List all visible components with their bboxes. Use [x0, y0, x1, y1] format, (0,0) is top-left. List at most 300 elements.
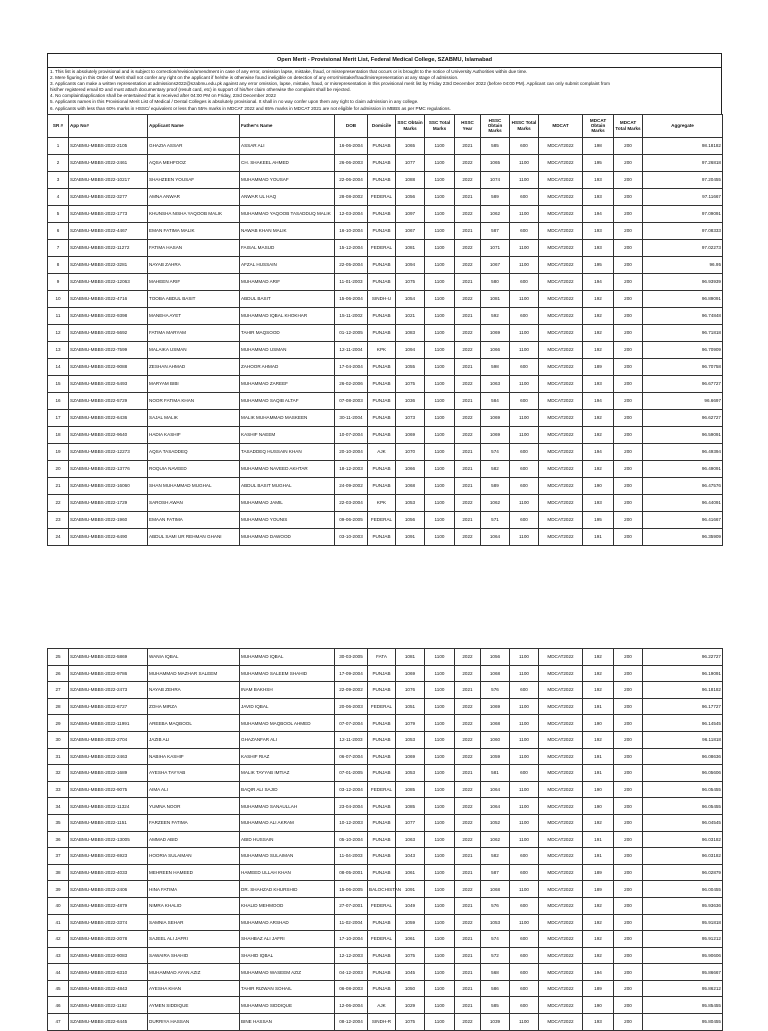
- table-cell: AMMAD ABID: [148, 831, 240, 848]
- table-cell: SZABMU-MBBS-2022-3277: [69, 188, 148, 205]
- table-cell: 200: [614, 239, 643, 256]
- table-cell: 200: [614, 528, 643, 545]
- table-cell: 192: [583, 324, 614, 341]
- table-cell: 1036: [396, 392, 425, 409]
- table-cell: 200: [614, 897, 643, 914]
- table-cell: 1056: [481, 649, 510, 666]
- table-cell: MUHAMMAD ARIF: [240, 273, 335, 290]
- column-header: Domicile: [368, 114, 396, 137]
- table-cell: 1051: [396, 698, 425, 715]
- table-cell: PUNJAB: [368, 307, 396, 324]
- table-cell: 2022: [455, 341, 481, 358]
- table-cell: 582: [481, 460, 510, 477]
- table-cell: 18: [48, 426, 69, 443]
- table-cell: 20-10-2004: [335, 443, 368, 460]
- table-cell: MDCAT2022: [539, 665, 583, 682]
- table-cell: 600: [510, 682, 539, 699]
- table-row: [48, 848, 723, 865]
- table-cell: 1053: [396, 731, 425, 748]
- note-line: his/her registered email ID and must attach documentary proof (result card, etc) in support of his/her claim otherwise the complaint shall be rejected.: [50, 87, 351, 93]
- table-cell: MDCAT2022: [539, 460, 583, 477]
- table-cell: 2022: [455, 409, 481, 426]
- table-cell: SZABMU-MBBS-2022-2704: [69, 731, 148, 748]
- table-row: [48, 914, 723, 931]
- column-header: SSC Total Marks: [425, 114, 455, 137]
- table-cell: 1100: [425, 698, 455, 715]
- table-row: [48, 781, 723, 798]
- table-cell: 1069: [481, 409, 510, 426]
- table-cell: MDCAT2022: [539, 307, 583, 324]
- table-row: [48, 460, 723, 477]
- table-cell: 200: [614, 392, 643, 409]
- merit-list-page-1: [47, 53, 722, 546]
- table-cell: 30-11-2004: [335, 409, 368, 426]
- table-cell: 580: [481, 273, 510, 290]
- table-cell: 95.80455: [643, 1014, 723, 1031]
- table-cell: 97.11667: [643, 188, 723, 205]
- table-cell: 190: [583, 781, 614, 798]
- table-row: [48, 765, 723, 782]
- table-cell: 200: [614, 341, 643, 358]
- table-cell: 600: [510, 997, 539, 1014]
- table-cell: 97.09091: [643, 205, 723, 222]
- table-cell: 95.85455: [643, 997, 723, 1014]
- table-cell: 1052: [481, 814, 510, 831]
- table-cell: 200: [614, 324, 643, 341]
- table-cell: 192: [583, 649, 614, 666]
- table-cell: 200: [614, 477, 643, 494]
- table-cell: 42: [48, 931, 69, 948]
- table-cell: 96.62727: [643, 409, 723, 426]
- table-cell: MDCAT2022: [539, 426, 583, 443]
- table-cell: MDCAT2022: [539, 864, 583, 881]
- table-cell: PUNJAB: [368, 848, 396, 865]
- table-row: [48, 665, 723, 682]
- table-row: [48, 205, 723, 222]
- table-cell: 200: [614, 715, 643, 732]
- table-cell: 1062: [481, 831, 510, 848]
- table-cell: SZABMU-MBBS-2022-11324: [69, 798, 148, 815]
- table-cell: 40: [48, 897, 69, 914]
- table-cell: PUNJAB: [368, 715, 396, 732]
- table-cell: TAHIR MAQSOOD: [240, 324, 335, 341]
- table-cell: 06-07-2004: [335, 748, 368, 765]
- table-cell: 2022: [455, 698, 481, 715]
- table-cell: 1081: [396, 239, 425, 256]
- table-cell: 1100: [510, 426, 539, 443]
- table-cell: 1069: [396, 665, 425, 682]
- table-cell: WANIA IQBAL: [148, 649, 240, 666]
- table-cell: 200: [614, 980, 643, 997]
- table-cell: 2021: [455, 307, 481, 324]
- table-cell: 1081: [481, 290, 510, 307]
- table-cell: 192: [583, 814, 614, 831]
- table-cell: MDCAT2022: [539, 980, 583, 997]
- table-row: [48, 443, 723, 460]
- table-cell: 11-01-2003: [335, 273, 368, 290]
- table-cell: 2022: [455, 256, 481, 273]
- table-cell: MDCAT2022: [539, 239, 583, 256]
- note-line: 4. No complaint/application shall be entertained that is received after 04:00 PM on Friday, 23rd December 2022: [50, 93, 276, 99]
- column-header: SR #: [48, 114, 69, 137]
- table-cell: KHALID MEHMOOD: [240, 897, 335, 914]
- table-cell: 585: [481, 137, 510, 154]
- table-cell: 11-02-2004: [335, 914, 368, 931]
- table-cell: MDCAT2022: [539, 698, 583, 715]
- table-cell: 1100: [510, 375, 539, 392]
- table-cell: 600: [510, 358, 539, 375]
- table-cell: PUNJAB: [368, 205, 396, 222]
- table-row: [48, 154, 723, 171]
- table-cell: 2021: [455, 848, 481, 865]
- table-cell: 568: [481, 964, 510, 981]
- table-cell: 2021: [455, 931, 481, 948]
- table-cell: 16-06-2004: [335, 137, 368, 154]
- table-cell: 1100: [510, 409, 539, 426]
- table-cell: 96.22727: [643, 649, 723, 666]
- notes-block: [47, 67, 722, 114]
- table-cell: 1094: [396, 341, 425, 358]
- table-cell: 1100: [425, 239, 455, 256]
- table-cell: MDCAT2022: [539, 947, 583, 964]
- column-header: App No#: [69, 114, 148, 137]
- table-cell: 1: [48, 137, 69, 154]
- table-cell: ROQUIA NAVEED: [148, 460, 240, 477]
- table-cell: 32: [48, 765, 69, 782]
- column-header: Father's Name: [240, 114, 335, 137]
- table-cell: 1100: [425, 409, 455, 426]
- table-cell: 1100: [425, 358, 455, 375]
- table-cell: 1100: [425, 273, 455, 290]
- table-cell: SZABMU-MBBS-2022-4879: [69, 897, 148, 914]
- table-cell: 200: [614, 443, 643, 460]
- table-cell: 27: [48, 682, 69, 699]
- table-cell: 96.67727: [643, 375, 723, 392]
- table-cell: BAQIR ALI SAJID: [240, 781, 335, 798]
- table-cell: 586: [481, 980, 510, 997]
- table-cell: 200: [614, 256, 643, 273]
- table-cell: 193: [583, 375, 614, 392]
- table-cell: 2021: [455, 997, 481, 1014]
- table-cell: 1100: [510, 814, 539, 831]
- table-cell: FEDERAL: [368, 897, 396, 914]
- note-line: 6. Applicants with less than 60% marks in HSSC/ equivalent or less than 55% marks in MDCAT 2022 and 65% marks in MDCAT 2021 are not eligible for admission in MBBS as per PMC regulations.: [50, 105, 451, 111]
- table-cell: 600: [510, 222, 539, 239]
- table-cell: SZABMU-MBBS-2022-12063: [69, 273, 148, 290]
- table-row: [48, 964, 723, 981]
- table-cell: 1067: [396, 222, 425, 239]
- table-cell: 1100: [425, 375, 455, 392]
- table-cell: SZABMU-MBBS-2022-4716: [69, 290, 148, 307]
- table-cell: 1100: [425, 137, 455, 154]
- table-cell: 1069: [396, 426, 425, 443]
- table-cell: MANEHA AYET: [148, 307, 240, 324]
- table-cell: 1100: [425, 392, 455, 409]
- table-cell: 200: [614, 460, 643, 477]
- table-cell: 96.11818: [643, 731, 723, 748]
- table-cell: SAWAIRA SHAHID: [148, 947, 240, 964]
- table-cell: 96.04545: [643, 814, 723, 831]
- table-cell: 200: [614, 426, 643, 443]
- table-cell: MDCAT2022: [539, 494, 583, 511]
- table-cell: 17-04-2004: [335, 358, 368, 375]
- table-cell: HADIA KASHIF: [148, 426, 240, 443]
- table-cell: 1100: [425, 947, 455, 964]
- table-row: [48, 324, 723, 341]
- table-cell: 587: [481, 864, 510, 881]
- table-cell: 1100: [510, 715, 539, 732]
- table-cell: 2021: [455, 392, 481, 409]
- table-cell: 96.47576: [643, 477, 723, 494]
- table-cell: 587: [481, 222, 510, 239]
- table-cell: MUHAMMAD AYAN AZIZ: [148, 964, 240, 981]
- table-row: [48, 511, 723, 528]
- table-cell: 1073: [396, 409, 425, 426]
- table-cell: 41: [48, 914, 69, 931]
- table-cell: SZABMU-MBBS-2022-7599: [69, 341, 148, 358]
- table-cell: 12-06-2004: [335, 997, 368, 1014]
- table-cell: 35: [48, 814, 69, 831]
- table-cell: MUHAMMAD ZAREEF: [240, 375, 335, 392]
- table-cell: SZABMU-MBBS-2022-2463: [69, 748, 148, 765]
- table-cell: SZABMU-MBBS-2022-12273: [69, 443, 148, 460]
- table-cell: 1100: [510, 914, 539, 931]
- table-cell: 192: [583, 460, 614, 477]
- table-cell: 2022: [455, 528, 481, 545]
- table-cell: 191: [583, 748, 614, 765]
- table-cell: 2021: [455, 765, 481, 782]
- table-row: [48, 477, 723, 494]
- table-cell: MDCAT2022: [539, 528, 583, 545]
- table-cell: MDCAT2022: [539, 781, 583, 798]
- table-cell: 600: [510, 273, 539, 290]
- column-header: Applicant Name: [148, 114, 240, 137]
- table-cell: 07-08-2003: [335, 392, 368, 409]
- table-cell: 1039: [481, 1014, 510, 1031]
- table-cell: TASADDEQ HUSSAIN KHAN: [240, 443, 335, 460]
- table-cell: KASHIF RIAZ: [240, 748, 335, 765]
- table-cell: 200: [614, 375, 643, 392]
- table-cell: 03-12-2004: [335, 781, 368, 798]
- table-cell: 191: [583, 528, 614, 545]
- table-cell: 1100: [425, 511, 455, 528]
- table-cell: 33: [48, 781, 69, 798]
- table-cell: 97.08333: [643, 222, 723, 239]
- table-cell: 46: [48, 997, 69, 1014]
- merit-list-title: Open Merit - Provisional Merit List, Federal Medical College, SZABMU, Islamabad: [47, 53, 722, 67]
- table-cell: 1100: [425, 256, 455, 273]
- table-cell: SAMNIA SEHAR: [148, 914, 240, 931]
- table-cell: 7: [48, 239, 69, 256]
- table-cell: 12: [48, 324, 69, 341]
- table-cell: 1100: [425, 731, 455, 748]
- table-cell: 12-03-2004: [335, 205, 368, 222]
- table-cell: ZOHA MIRZA: [148, 698, 240, 715]
- table-cell: 07-07-2004: [335, 715, 368, 732]
- table-cell: 23: [48, 511, 69, 528]
- table-cell: 17-09-2004: [335, 665, 368, 682]
- table-cell: 193: [583, 494, 614, 511]
- table-cell: 194: [583, 392, 614, 409]
- table-cell: 200: [614, 781, 643, 798]
- table-cell: SZABMU-MBBS-2022-9786: [69, 665, 148, 682]
- table-cell: 2022: [455, 375, 481, 392]
- table-row: [48, 731, 723, 748]
- table-cell: 200: [614, 997, 643, 1014]
- table-cell: SZABMU-MBBS-2022-9075: [69, 781, 148, 798]
- table-cell: 1066: [481, 341, 510, 358]
- table-row: [48, 239, 723, 256]
- table-cell: 1070: [396, 443, 425, 460]
- table-cell: 1100: [425, 528, 455, 545]
- table-cell: 1088: [396, 171, 425, 188]
- table-cell: 13: [48, 341, 69, 358]
- table-cell: 1100: [425, 748, 455, 765]
- table-cell: MDCAT2022: [539, 324, 583, 341]
- table-cell: 10: [48, 290, 69, 307]
- table-cell: 2021: [455, 273, 481, 290]
- note-line: 1. This list is absolutely provisional and is subject to correction/revision/amendment in case of any error, omission lapse, mistake, fraud, or misrepresentation that occurs or is brought to the notice of University Authorities within due time.: [50, 69, 528, 74]
- table-cell: 1083: [396, 324, 425, 341]
- table-cell: 1100: [510, 256, 539, 273]
- table-cell: SZABMU-MBBS-2022-1729: [69, 494, 148, 511]
- table-cell: MDCAT2022: [539, 154, 583, 171]
- table-cell: SZABMU-MBBS-2022-6445: [69, 1014, 148, 1031]
- table-cell: 2022: [455, 798, 481, 815]
- table-cell: ABDUL BASIT: [240, 290, 335, 307]
- table-cell: 192: [583, 409, 614, 426]
- table-cell: 2022: [455, 748, 481, 765]
- table-cell: 30: [48, 731, 69, 748]
- table-cell: 36: [48, 831, 69, 848]
- table-cell: 582: [481, 848, 510, 865]
- table-cell: 96.44091: [643, 494, 723, 511]
- table-cell: 96.17727: [643, 698, 723, 715]
- table-cell: MDCAT2022: [539, 897, 583, 914]
- table-cell: 1029: [396, 997, 425, 1014]
- table-cell: 195: [583, 256, 614, 273]
- table-cell: 200: [614, 649, 643, 666]
- table-cell: 95.93636: [643, 897, 723, 914]
- table-cell: HINA FATIMA: [148, 881, 240, 898]
- table-cell: 192: [583, 731, 614, 748]
- table-cell: SZABMU-MBBS-2022-4033: [69, 864, 148, 881]
- table-row: [48, 171, 723, 188]
- table-cell: SZABMU-MBBS-2022-1192: [69, 997, 148, 1014]
- table-row: [48, 881, 723, 898]
- table-cell: 600: [510, 477, 539, 494]
- table-cell: MDCAT2022: [539, 649, 583, 666]
- column-header: MDCAT Total Marks: [614, 114, 643, 137]
- table-cell: 195: [583, 154, 614, 171]
- table-cell: 12-12-2003: [335, 947, 368, 964]
- table-cell: 1100: [510, 154, 539, 171]
- table-cell: MUHAMMAD MAQBOOL AHMED: [240, 715, 335, 732]
- table-cell: 191: [583, 831, 614, 848]
- table-cell: 193: [583, 222, 614, 239]
- table-cell: FEDERAL: [368, 239, 396, 256]
- table-cell: 600: [510, 137, 539, 154]
- table-cell: 15-06-2004: [335, 290, 368, 307]
- table-cell: 10-07-2004: [335, 426, 368, 443]
- table-cell: 05-10-2004: [335, 831, 368, 848]
- table-cell: 2022: [455, 290, 481, 307]
- table-cell: 24-09-2002: [335, 477, 368, 494]
- table-cell: 600: [510, 964, 539, 981]
- table-cell: 1059: [481, 748, 510, 765]
- table-cell: 26-06-2003: [335, 154, 368, 171]
- table-cell: AIMA ALI: [148, 781, 240, 798]
- table-cell: MUHAMMAD WASEEM AZIZ: [240, 964, 335, 981]
- table-cell: 96.41667: [643, 511, 723, 528]
- table-cell: 1100: [425, 460, 455, 477]
- table-cell: 600: [510, 897, 539, 914]
- table-row: [48, 798, 723, 815]
- table-cell: SZABMU-MBBS-2022-5729: [69, 392, 148, 409]
- table-cell: 04-12-2003: [335, 964, 368, 981]
- table-cell: SHAHID IQBAL: [240, 947, 335, 964]
- table-cell: 37: [48, 848, 69, 865]
- table-cell: AQSA TASADDEQ: [148, 443, 240, 460]
- table-cell: 96.49091: [643, 460, 723, 477]
- table-cell: MDCAT2022: [539, 477, 583, 494]
- table-cell: 1065: [396, 137, 425, 154]
- table-cell: CH. SHAKEEL AHMED: [240, 154, 335, 171]
- table-cell: PUNJAB: [368, 137, 396, 154]
- table-row: [48, 256, 723, 273]
- table-cell: PUNJAB: [368, 864, 396, 881]
- table-cell: 2022: [455, 831, 481, 848]
- table-cell: MDCAT2022: [539, 358, 583, 375]
- table-cell: 191: [583, 765, 614, 782]
- table-cell: 200: [614, 765, 643, 782]
- table-cell: 200: [614, 494, 643, 511]
- table-cell: ZESHAN AHMAD: [148, 358, 240, 375]
- table-cell: MUHAMMAD USMAN: [240, 341, 335, 358]
- table-cell: AYESHA TAYYAB: [148, 765, 240, 782]
- table-cell: AYMEN SIDDIQUE: [148, 997, 240, 1014]
- table-cell: MUHAMMAD JAMIL: [240, 494, 335, 511]
- table-cell: SZABMU-MBBS-2022-11991: [69, 715, 148, 732]
- table-cell: 95.91212: [643, 931, 723, 948]
- table-cell: 4: [48, 188, 69, 205]
- column-header: DOB: [335, 114, 368, 137]
- table-cell: MDCAT2022: [539, 997, 583, 1014]
- table-cell: 22-05-2004: [335, 256, 368, 273]
- table-cell: MDCAT2022: [539, 731, 583, 748]
- table-cell: 574: [481, 931, 510, 948]
- table-cell: SZABMU-MBBS-2022-4843: [69, 980, 148, 997]
- column-header: HSSC Total Marks: [510, 114, 539, 137]
- table-cell: 200: [614, 881, 643, 898]
- table-cell: MUHAMMAD DAWOOD: [240, 528, 335, 545]
- table-cell: MEHREEN HAMEED: [148, 864, 240, 881]
- table-cell: MDCAT2022: [539, 375, 583, 392]
- table-cell: MUHAMMAD SANAULLAH: [240, 798, 335, 815]
- table-cell: PUNJAB: [368, 765, 396, 782]
- table-cell: 1054: [396, 290, 425, 307]
- table-cell: 2021: [455, 964, 481, 981]
- table-cell: MDCAT2022: [539, 273, 583, 290]
- table-cell: 43: [48, 947, 69, 964]
- table-cell: PUNJAB: [368, 171, 396, 188]
- table-row: [48, 947, 723, 964]
- table-cell: 39: [48, 881, 69, 898]
- table-cell: MDCAT2022: [539, 256, 583, 273]
- table-cell: 194: [583, 205, 614, 222]
- table-cell: 2022: [455, 781, 481, 798]
- table-cell: 1056: [396, 188, 425, 205]
